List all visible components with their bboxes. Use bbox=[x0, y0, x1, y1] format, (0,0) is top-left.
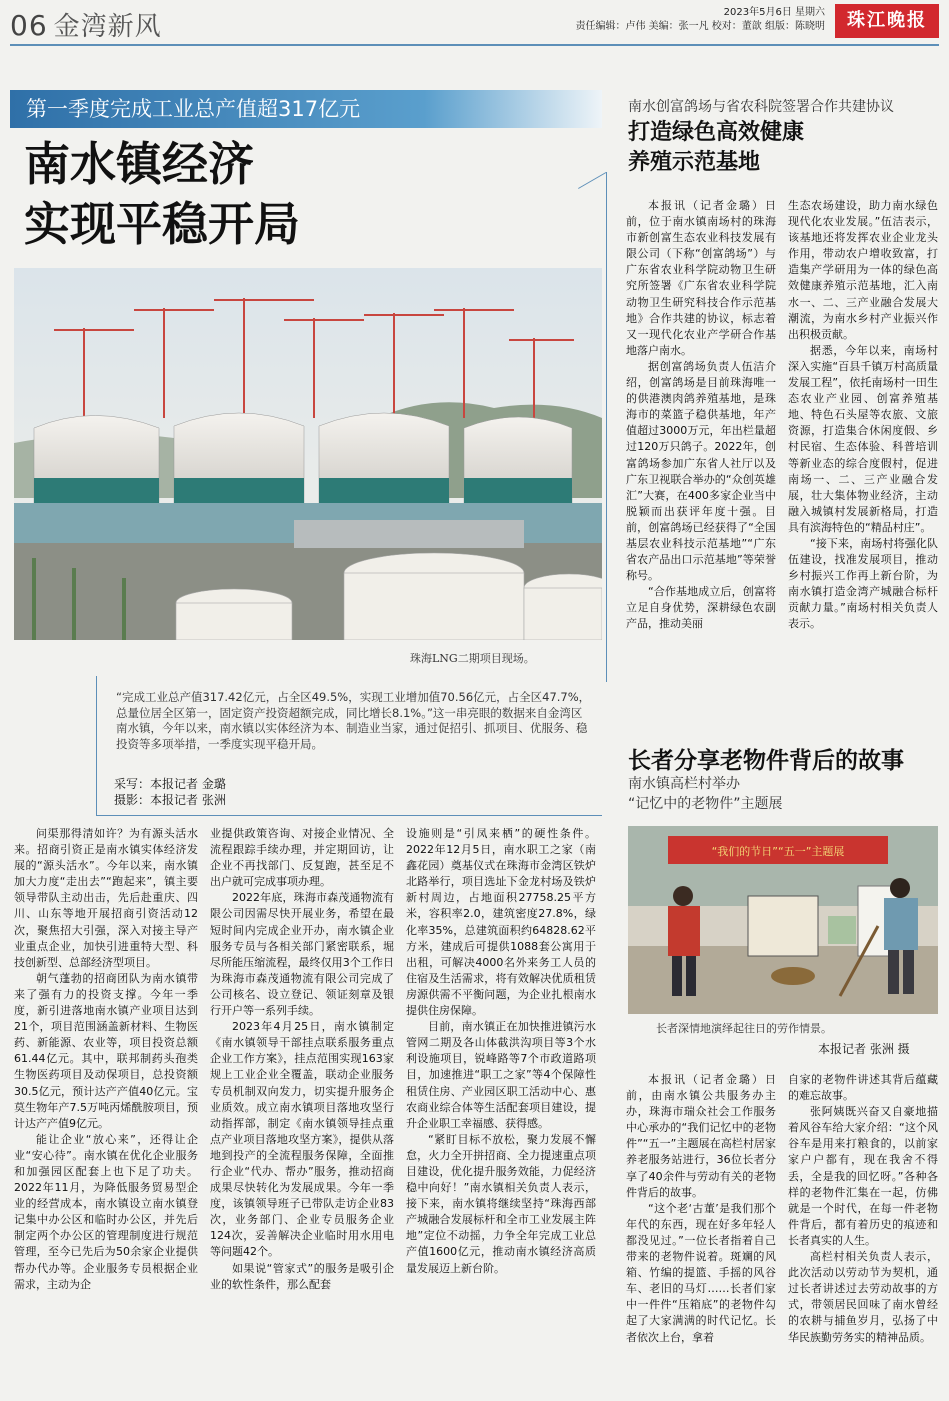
story2-headline-line1: 打造绿色高效健康 bbox=[628, 120, 805, 145]
story3-paragraph: 张阿姨既兴奋又自豪地描着风谷车给大家介绍：“这个风谷车是用来打粮食的，以前家家户户都有，现在我舍不得丢，全是我的回忆呀。”各种各样的老物件汇集在一起，仿佛就是一个时代，在每一件老物件背后，都有着历史的痕迹和长者真实的人生。 bbox=[788, 1105, 938, 1247]
photographer-credit: 摄影：本报记者 张洲 bbox=[114, 793, 226, 807]
story3-subtitle-line2: “记忆中的老物件”主题展 bbox=[628, 796, 783, 812]
lead-paragraph: “紧盯目标不放松，聚力发展不懈怠，火力全开拼招商、全力提速重点项目建设，优化提升服务效能，力促经济稳中向好！”南水镇相关负责人表示，接下来，南水镇将继续坚持“珠海西部产城融合发展标杆和全市工业发展主阵地”定位不动摇，力争全年完成工业总产值1600亿元，推动南水镇经济高质量发展迈上新台阶。 bbox=[406, 1132, 596, 1275]
page-number: 06 bbox=[10, 9, 48, 42]
lead-headline-line1: 南水镇经济 bbox=[24, 137, 254, 191]
sidebar-divider-slant bbox=[578, 172, 606, 189]
masthead-info bbox=[575, 6, 825, 34]
elders-event-photo bbox=[628, 826, 938, 1014]
lead-paragraph: 如果说“管家式”的服务是吸引企业的软性条件，那么配套 bbox=[210, 1261, 394, 1291]
lead-credits bbox=[114, 776, 226, 808]
story2-paragraph: 据悉，今年以来，南场村深入实施“百县千镇万村高质量发展工程”，依托南场村一田生态农业产业园、创富养殖基地、特色石头屋等农旅、文旅资源，打造集合休闲度假、乡村民宿、生态体验、科普培训等新业态的综合度假村，促进南场一、二、三产业融合发展，壮大集体物业经济，主动融入城镇村发展新格局，打造具有滨海特色的“精品村庄”。 bbox=[788, 343, 938, 534]
lead-headline-line2: 实现平稳开局 bbox=[24, 197, 300, 251]
lead-paragraph: 朝气蓬勃的招商团队为南水镇带来了强有力的投资支撑。今年一季度，新引进落地南水镇产业项目达到21个，项目范围涵盖新材料、生物医药、新能源、农业等，项目投资总额61.44亿元。其中，联邦制药头孢类生物医药项目及动保项目，总投资额30.5亿元，预计达产产值40亿元。宝莫生物年产7.5万吨丙烯酰胺项目，预计达产产值9亿元。 bbox=[14, 971, 198, 1130]
story3-subtitle-line1: 南水镇高栏村举办 bbox=[628, 776, 740, 792]
lead-paragraph: 问渠那得清如许？为有源头活水来。招商引资正是南水镇实体经济发展的“源头活水”。今年以来，南水镇加大力度“走出去”“跑起来”，镇主要领导带队主动出击，先后赴重庆、四川、山东等地开展招商引资活动12次，聚焦招大引强，深入对接主导产业重点企业，加快引进重特大型、科技创新型、总部经济型项目。 bbox=[14, 827, 198, 969]
lead-kicker: 第一季度完成工业总产值超317亿元 bbox=[26, 97, 361, 121]
lng-photo-caption: 珠海LNG二期项目现场。 bbox=[410, 652, 535, 665]
story2-column-2 bbox=[788, 198, 938, 718]
story2-paragraph: “接下来，南场村将强化队伍建设，找准发展项目，推动乡村振兴工作再上新台阶，为南水镇打造金湾产城融合标杆贡献力量。”南场村相关负责人表示。 bbox=[788, 536, 938, 631]
story3-paragraph: 高栏村相关负责人表示，此次活动以劳动节为契机，通过长者讲述过去劳动故事的方式，带领居民回味了南水曾经的农耕与捕鱼岁月，弘扬了中华民族勤劳务实的精神品质。 bbox=[788, 1250, 938, 1344]
event-banner-text: “我们的节日”“五一”主题展 bbox=[711, 845, 845, 858]
header-divider bbox=[10, 44, 939, 46]
sidebar-divider bbox=[606, 172, 607, 682]
editor-credits: 责任编辑：卢伟 美编：张一凡 校对：董歆 组版：陈晓明 bbox=[575, 21, 825, 32]
story2-paragraph: 生态农场建设，助力南水绿色现代化农业发展。”伍洁表示，该基地还将发挥农业企业龙头作用，带动农户增收致富，打造集产学研用为一体的绿色高效健康养殖示范基地，汇入南水一、二、三产业融合发展大潮流，为南水乡村产业振兴作出积极贡献。 bbox=[788, 199, 938, 341]
story2-column-1 bbox=[626, 198, 776, 718]
story3-paragraph: “这个老‘古董’是我们那个年代的东西，现在好多年轻人都没见过。”一位长者指着自己带来的老物件说着。斑斓的风箱、竹编的提篮、手摇的风谷车、老旧的马灯……长者们家中一件件“压箱底”的老物件勾起了大家满满的时代记忆。长者依次上台，拿着 bbox=[626, 1201, 776, 1344]
lead-quote: “完成工业总产值317.42亿元，占全区49.5%，实现工业增加值70.56亿元，占全区47.7%，总量位居全区第一，固定资产投资超额完成，同比增长8.1%。”这一串亮眼的数据来自金湾区南水镇，今年以来，南水镇以实体经济为本、制造业当家，通过促招引、抓项目、优服务、稳投资等多项举措，一季度实现平稳开局。 bbox=[116, 690, 591, 751]
story2-paragraph: 据创富鸽场负责人伍洁介绍，创富鸽场是目前珠海唯一的供港澳肉鸽养殖基地，是珠海市的菜篮子稳供基地，年产值超过3000万元，年出栏量超过120万只鸽子。2022年，创富鸽场参加广东省人社厅以及广东卫视联合举办的“众创英雄汇”大赛，在400多家企业当中脱颖而出获评年度十强。目前，创富鸽场已经获得了“全国基层农业科技示范基地”“广东省农产品出口示范基地”等荣誉称号。 bbox=[626, 359, 776, 583]
story3-headline: 长者分享老物件背后的故事 bbox=[628, 748, 904, 774]
elders-photo-caption: 长者深情地演绎起往日的劳作情景。 bbox=[656, 1022, 832, 1035]
reporter-credit: 采写：本报记者 金璐 bbox=[114, 777, 226, 791]
issue-date: 2023年5月6日 星期六 bbox=[723, 7, 825, 18]
lead-paragraph: 业提供政策咨询、对接企业情况、全流程跟踪手续办理，并定期回访，让企业不再找部门、反复跑，甚至足不出户就可完成事项办理。 bbox=[210, 827, 394, 889]
lead-column-3 bbox=[406, 826, 596, 1391]
lead-paragraph: 能让企业“放心来”，还得让企业“安心待”。南水镇在优化企业服务和加强园区配套上也下足了功夫。2022年11月，为降低服务贸易型企业的经营成本，南水镇设立南水镇登记集中办公区和临时办公区，并先后制定两个办公区的管理制度进行规范管理，至今已先后为50余家企业提供帮办代办等。企业服务专员根据企业需求，主动为企 bbox=[14, 1132, 198, 1291]
lead-headline bbox=[24, 134, 300, 254]
story2-headline-line2: 养殖示范基地 bbox=[628, 150, 761, 175]
page-section-header bbox=[10, 6, 162, 43]
story2-paragraph: 本报讯（记者金璐）日前，位于南水镇南场村的珠海市新创富生态农业科技发展有限公司（下称“创富鸽场”）与广东省农业科学院动物卫生研究所签署《广东省农业科学院动物卫生研究科技合作示范基地》合作共建的协议，标志着又一现代化农业产学研合作基地落户南水。 bbox=[626, 199, 776, 357]
lead-column-2 bbox=[210, 826, 394, 1391]
lng-photo-illustration bbox=[14, 268, 602, 640]
story2-headline bbox=[628, 118, 804, 178]
newspaper-logo: 珠江晚报 bbox=[835, 4, 939, 38]
elders-photo-illustration bbox=[628, 826, 938, 1014]
story3-subtitle bbox=[628, 774, 783, 814]
story2-paragraph: “合作基地成立后，创富将立足自身优势，深耕绿色农副产品，推动美丽 bbox=[626, 585, 776, 631]
lead-paragraph: 2022年底，珠海市森茂通物流有限公司因需尽快开展业务，希望在最短时间内完成企业开办，南水镇企业服务专员与各相关部门紧密联系，堀尽所能压缩流程，最终仅用3个工作日为珠海市森茂通物流有限公司完成了公司核名、设立登记、领证刻章及银行开户等一系列手续。 bbox=[210, 891, 394, 1018]
story3-column-1 bbox=[626, 1072, 776, 1392]
story3-column-2 bbox=[788, 1072, 938, 1392]
lng-project-photo bbox=[14, 268, 602, 640]
lead-column-1 bbox=[14, 826, 198, 1391]
lead-paragraph: 设施则是“引凤来栖”的硬性条件。2022年12月5日，南水职工之家（南鑫花园）奠基仪式在珠海市金湾区铁炉北路举行，项目选址下金龙村场及铁炉新村周边，占地面积27758.25平方米，容积率2.0，建筑密度27.8%，绿化率35%，总建筑面积约64828.62平方米，建成后可提供1088套公寓用于出租，可解决4000名外来务工人员的住宿及生活需求，将有效解决优质租赁房源供需不平衡问题，为企业扎根南水提供住房保障。 bbox=[406, 827, 596, 1018]
story3-paragraph: 本报讯（记者金璐）日前，由南水镇公共服务办主办，珠海市瑞众社会工作服务中心承办的“我们记忆中的老物件”“五一”主题展在高栏村居家养老服务站进行，36位长者分享了40余件与劳动有关的老物件背后的故事。 bbox=[626, 1073, 776, 1199]
lead-paragraph: 2023年4月25日，南水镇制定《南水镇领导干部挂点联系服务重点企业工作方案》，挂点范围实现163家规上工业企业全覆盖，联动企业服务专员机制双向发力，切实提升服务企业质效。成立南水镇项目落地攻坚行动指挥部，制定《南水镇领导挂点重点产业项目落地攻坚方案》，提供从落地到投产的全流程服务保障，全面推行企业“代办、帮办”服务，推动招商成果尽快转化为发展成果。今年一季度，该镇领导班子已带队走访企业83次，业务部门、企业专员服务企业124次，妥善解决企业临时用水用电等问题42个。 bbox=[210, 1020, 394, 1259]
story2-subtitle: 南水创富鸽场与省农科院签署合作共建协议 bbox=[628, 99, 894, 115]
section-name: 金湾新风 bbox=[53, 12, 162, 42]
story3-paragraph: 自家的老物件讲述其背后蕴藏的难忘故事。 bbox=[788, 1073, 938, 1103]
elders-photo-credit: 本报记者 张洲 摄 bbox=[818, 1042, 910, 1056]
lead-paragraph: 目前，南水镇正在加快推进镇污水管网二期及各山体截洪沟项目等3个水利设施项目，锐峰路等7个市政道路项目，加速推进“职工之家”等4个保障性租赁住房、产业园区职工活动中心、惠农商业综合体等生活配套项目建设，提升企业职工幸福感、获得感。 bbox=[406, 1020, 596, 1130]
